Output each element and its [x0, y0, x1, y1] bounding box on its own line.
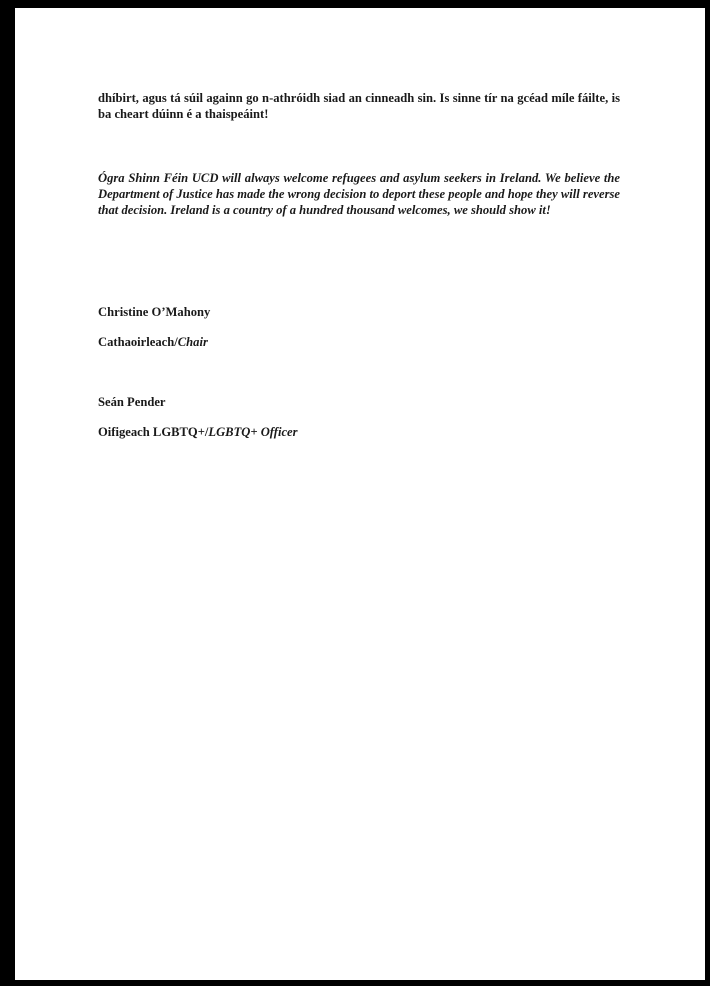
- signatory-title-irish-2: Oifigeach LGBTQ+/: [98, 425, 209, 439]
- signatory-name-1: Christine O’Mahony: [98, 305, 211, 319]
- english-paragraph: Ógra Shinn Féin UCD will always welcome refugees and asylum seekers in Ireland. We believe the Department of Justice has made the wrong decision to deport these people and hope they will reverse that decision. Ireland is a country of a hundred thousand welcomes, we should show it!: [98, 171, 620, 217]
- signatory-title-english-2: LGBTQ+ Officer: [208, 425, 298, 439]
- document-body: [98, 90, 620, 218]
- signatory-title-english-1: Chair: [177, 335, 208, 349]
- signatory-title-1: [98, 334, 208, 350]
- signatory-name-2: Seán Pender: [98, 395, 166, 409]
- document-page: [15, 8, 705, 980]
- signatory-title-irish-1: Cathaoirleach/: [98, 335, 178, 349]
- signatory-title-2: [98, 424, 298, 440]
- irish-paragraph: dhíbirt, agus tá súil againn go n-athróidh siad an cinneadh sin. Is sinne tír na gcéad míle fáilte, is ba cheart dúinn é a thaispeáint!: [98, 91, 620, 121]
